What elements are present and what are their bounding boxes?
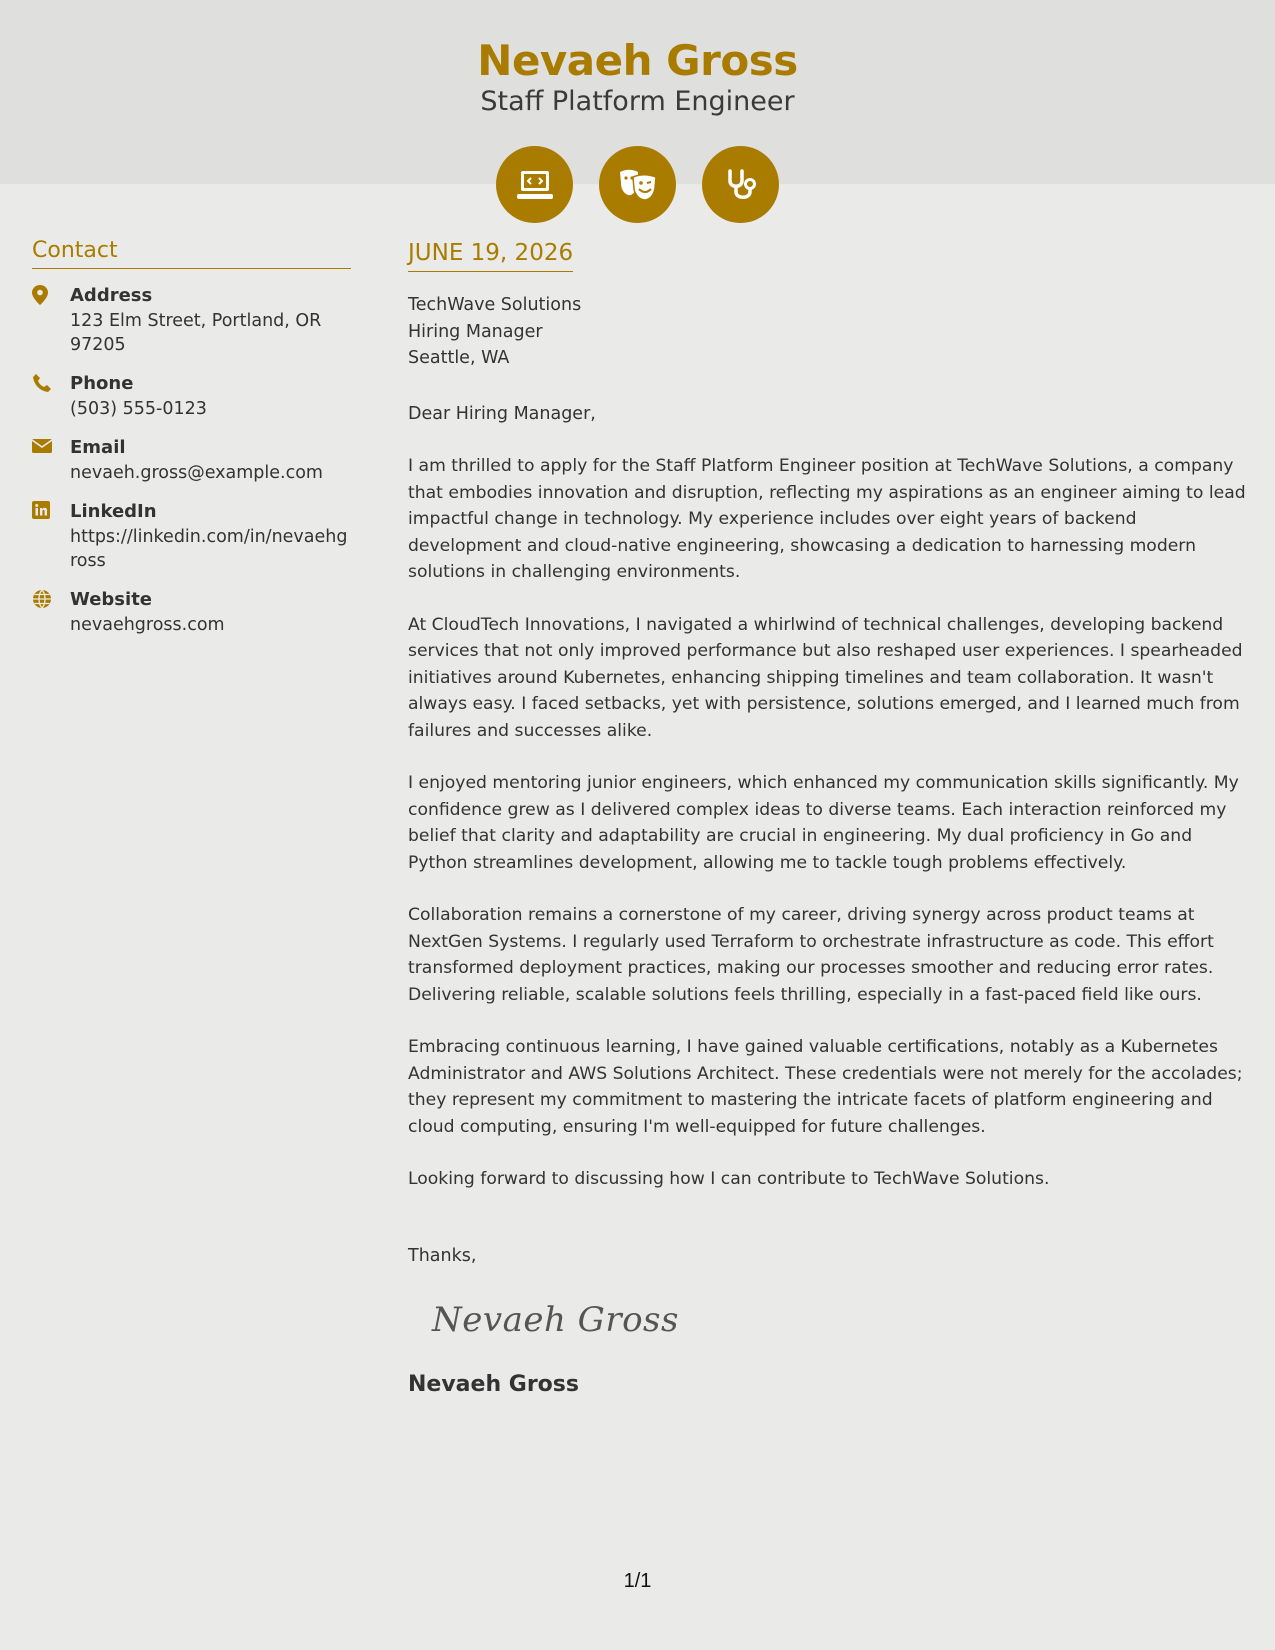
phone-label: Phone (70, 373, 134, 394)
contact-phone (32, 371, 351, 421)
address-label: Address (70, 285, 153, 306)
handwritten-signature: Nevaeh Gross (432, 1299, 679, 1340)
paragraph: At CloudTech Innovations, I navigated a whirlwind of technical challenges, developing backend services that not only improved performance but also reshaped user experiences. I spearheaded initiatives around Kubernetes, enhancing shipping timelines and team collaboration. It wasn't always easy. I faced setbacks, yet with persistence, solutions emerged, and I learned much from failures and successes alike. (408, 614, 1243, 741)
contact-email (32, 435, 351, 485)
paragraph: Looking forward to discussing how I can contribute to TechWave Solutions. (408, 1169, 1050, 1189)
candidate-name: Nevaeh Gross (477, 36, 798, 85)
map-pin-icon (32, 283, 70, 357)
salutation: Dear Hiring Manager, (408, 403, 596, 424)
contact-website (32, 587, 351, 637)
recipient-block (408, 292, 1250, 372)
closing: Thanks, (408, 1245, 477, 1266)
letter-body (408, 240, 1250, 1397)
contact-sidebar (32, 238, 351, 637)
email-value[interactable]: nevaeh.gross@example.com (70, 463, 323, 483)
recipient-location: Seattle, WA (408, 348, 510, 368)
contact-heading: Contact (32, 238, 351, 269)
laptop-code-icon (496, 146, 573, 223)
website-label: Website (70, 589, 153, 610)
page-number: 1/1 (623, 1570, 652, 1592)
envelope-icon (32, 435, 70, 485)
paragraph: Embracing continuous learning, I have gained valuable certifications, notably as a Kubernetes Administrator and AWS Solutions Architect. These credentials were not merely for the accolades; they represent my commitment to mastering the intricate facets of platform engineering and cloud computing, ensuring I'm well-equipped for future challenges. (408, 1037, 1243, 1137)
recipient-company: TechWave Solutions (408, 295, 582, 315)
paragraph: Collaboration remains a cornerstone of my career, driving synergy across product teams at NextGen Systems. I regularly used Terraform to orchestrate infrastructure as code. This effort transformed deployment practices, making our processes smoother and reducing error rates. Delivering reliable, scalable solutions feels thrilling, especially in a fast-paced field like ours. (408, 905, 1214, 1005)
globe-icon (32, 587, 70, 637)
header-icon-row (496, 146, 779, 223)
email-label: Email (70, 437, 126, 458)
stethoscope-icon (702, 146, 779, 223)
paragraph: I enjoyed mentoring junior engineers, which enhanced my communication skills significantly. My confidence grew as I delivered complex ideas to diverse teams. Each interaction reinforced my belief that clarity and adaptability are crucial in engineering. My dual proficiency in Go and Python streamlines development, allowing me to tackle tough problems effectively. (408, 773, 1239, 873)
recipient-title: Hiring Manager (408, 321, 543, 342)
address-value: 123 Elm Street, Portland, OR 97205 (70, 311, 322, 355)
paragraph: I am thrilled to apply for the Staff Platform Engineer position at TechWave Solutions, a company that embodies innovation and disruption, reflecting my aspirations as an engineer aiming to lead impactful change in technology. My experience includes over eight years of backend development and cloud-native engineering, showcasing a dedication to harnessing modern solutions in challenging environments. (408, 456, 1246, 582)
theater-masks-icon (599, 146, 676, 223)
contact-address (32, 283, 351, 357)
letter-date: JUNE 19, 2026 (408, 240, 573, 272)
linkedin-label: LinkedIn (70, 501, 157, 522)
signer-name: Nevaeh Gross (408, 1371, 579, 1397)
linkedin-value[interactable]: https://linkedin.com/in/nevaehgross (70, 527, 348, 571)
phone-icon (32, 371, 70, 421)
contact-linkedin (32, 499, 351, 573)
phone-value: (503) 555-0123 (70, 399, 207, 419)
website-value[interactable]: nevaehgross.com (70, 615, 225, 635)
candidate-role: Staff Platform Engineer (480, 86, 795, 117)
linkedin-icon (32, 499, 70, 573)
